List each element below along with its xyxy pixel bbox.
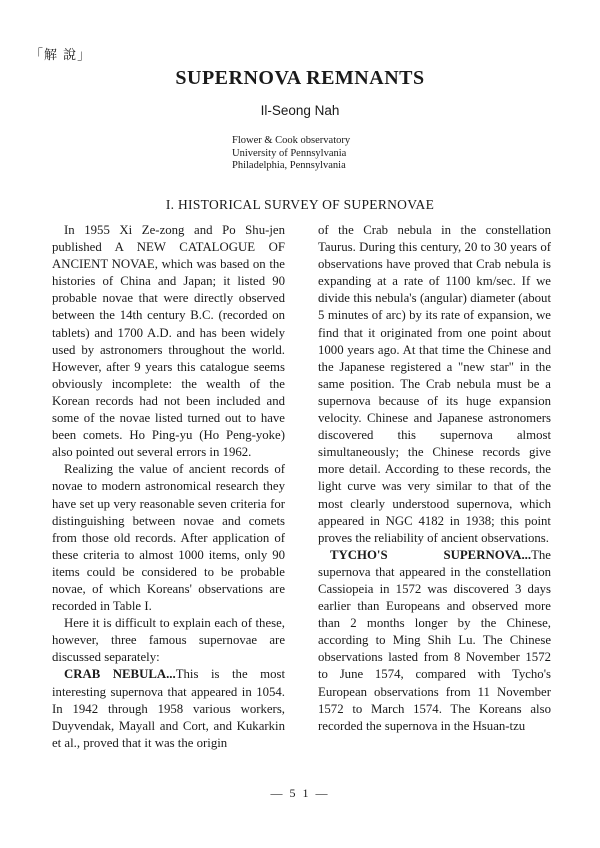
paragraph: [52, 666, 285, 751]
section-heading: I. HISTORICAL SURVEY OF SUPERNOVAE: [165, 197, 435, 212]
paragraph: Here it is difficult to explain each of these, however, three famous supernovae are discussed separately:: [52, 616, 285, 665]
paragraph: Realizing the value of ancient records of novae to modern astronomical research they have set up very reasonable seven criteria for distinguishing between novae and comets from those old records. After application of these criteria to almost 1000 items, only 90 items could be considered to be probable novae, of which Koreans' observations are recorded in Table I.: [52, 462, 285, 614]
affiliation: [232, 135, 350, 173]
paragraph-lead: CRAB NEBULA...: [64, 667, 176, 682]
header-tag: 「解 說」: [30, 48, 92, 63]
author-name: Il-Seong Nah: [260, 103, 340, 118]
page-number: — 5 1 —: [270, 786, 330, 800]
paragraph-lead: TYCHO'S SUPERNOVA...: [330, 547, 532, 562]
affiliation-line: Flower & Cook observatory: [232, 135, 351, 146]
affiliation-line: University of Pennsylvania: [232, 147, 347, 159]
paragraph-text: This is the most interesting supernova that appeared in 1054. In 1942 through 1958 various workers, Duyvendak, Mayall and Cort, and Kukarkin et al., proved that it was the origin: [52, 667, 286, 750]
paragraph: In 1955 Xi Ze-zong and Po Shu-jen published A NEW CATALOGUE OF ANCIENT NOVAE, which was based on the histories of China and Japan; it listed 90 probable novae that were directly observed between the 14th century B.C. (recorded on tablets) and 1700 A.D. and has been widely used by astronomers throughout the world. However, after 9 years this catalogue seems obviously incomplete: the wealth of the Korean records had not been included and some of the novae listed turned out to have been comets. Ho Ping-yu (Ho Peng-yoke) also pointed out several errors in 1962.: [52, 223, 285, 460]
left-column: [52, 222, 285, 752]
paragraph-text: The supernova that appeared in the constellation Cassiopeia in 1572 was discovered 3 days earlier than Europeans and observed more than 2 months longer by the Chinese, according to Ming Shih Lu. The Chinese observations lasted from 8 November 1572 to June 1574, compared with Tycho's European observations from 11 November 1572 to March 1574. The Koreans also recorded the supernova in the Hsuan-tzu: [318, 547, 551, 733]
paragraph: of the Crab nebula in the constellation Taurus. During this century, 20 to 30 years of observations have proved that Crab nebula is expanding at a rate of 1100 km/sec. If we divide this nebula's (angular) diameter (about 5 minutes of arc) by its rate of expansion, we find that it originated from one point about 1000 years ago. At that time the Chinese and the Japanese registered a "new star" in the same position. The Crab nebula must be a supernova because of its huge expansion velocity. Chinese and Japanese astronomers discovered this supernova almost simultaneously; the Chinese records give more detail. According to these records, the light curve was very similar to that of the most clearly understood supernova, which appeared in NGC 4182 in 1938; this point proves the reliability of ancient observations.: [318, 223, 551, 545]
right-column: [318, 222, 551, 735]
affiliation-line: Philadelphia, Pennsylvania: [232, 160, 346, 171]
paragraph: [318, 547, 551, 735]
article-title: SUPERNOVA REMNANTS: [175, 67, 425, 89]
